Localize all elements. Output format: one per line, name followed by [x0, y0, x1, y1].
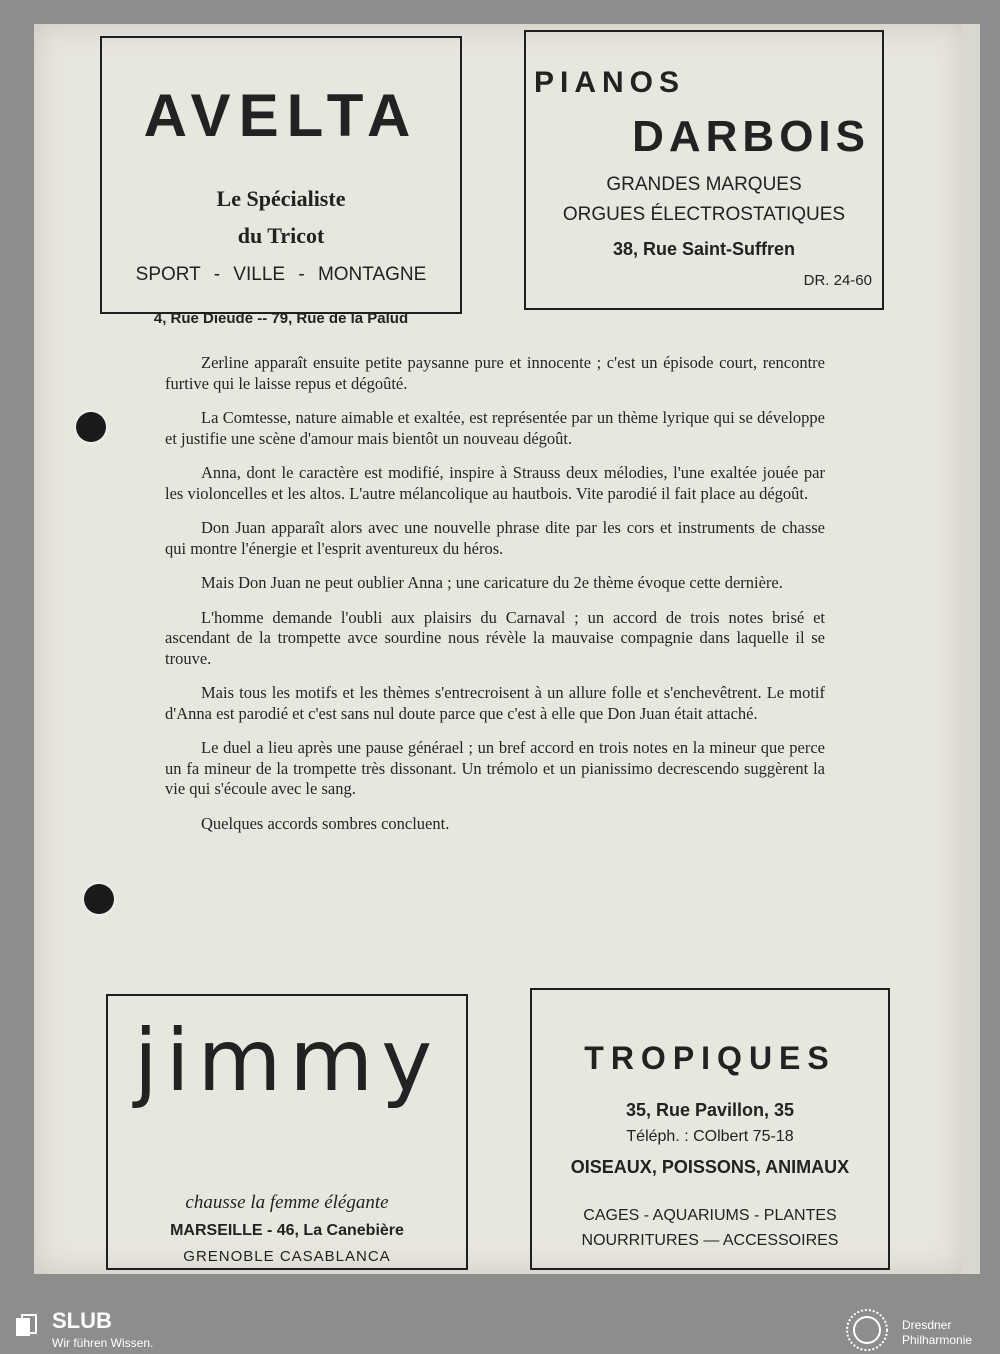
- slub-name[interactable]: SLUB: [52, 1308, 112, 1333]
- slub-logo-icon[interactable]: [14, 1314, 38, 1338]
- tropiques-address: 35, Rue Pavillon, 35: [625, 1100, 795, 1120]
- page-edge: [962, 24, 980, 1274]
- jimmy-cities: GRENOBLE CASABLANCA: [183, 1248, 391, 1265]
- article-paragraph: Mais tous les motifs et les thèmes s'entrecroisent à un allure folle et s'enchevêtrent. Le motif d'Anna est parodié et c'est sans nul doute parce que c'est à elle que Don Juan était attaché.: [165, 683, 825, 723]
- avelta-address: 4, Rue Dieudé -- 79, Rue de la Palud: [153, 310, 409, 327]
- article-paragraph: Don Juan apparaît alors avec une nouvelle phrase dite par les cors et instruments de chasse qui montre l'énergie et l'esprit aventureux du héros.: [165, 518, 825, 558]
- tropiques-products-1: CAGES - AQUARIUMS - PLANTES: [583, 1207, 837, 1224]
- article-paragraph: Anna, dont le caractère est modifié, inspire à Strauss deux mélodies, l'une exaltée jouée par les violoncelles et les altos. L'autre mélancolique au hautbois. Vite parodié il fait place au dégoût.: [165, 463, 825, 503]
- jimmy-address: MARSEILLE - 46, La Canebière: [170, 1222, 404, 1239]
- viewer-footer: [0, 1304, 1000, 1354]
- article-paragraph: Mais Don Juan ne peut oublier Anna ; une caricature du 2e thème évoque cette dernière.: [201, 573, 783, 592]
- darbois-address: 38, Rue Saint-Suffren: [612, 239, 796, 259]
- tropiques-category: OISEAUX, POISSONS, ANIMAUX: [570, 1157, 850, 1177]
- avelta-brand: AVELTA: [143, 82, 419, 149]
- avelta-categories: SPORT - VILLE - MONTAGNE: [135, 264, 427, 285]
- punch-hole: [84, 884, 114, 914]
- article-paragraph: Quelques accords sombres concluent.: [201, 813, 450, 833]
- philharmonie-logo-icon[interactable]: [843, 1307, 891, 1353]
- darbois-phone: DR. 24-60: [803, 272, 872, 289]
- article-paragraph: Le duel a lieu après une pause générael ; un bref accord en trois notes en la mineur que perce un fa mineur de la trompette très dissonant. Un trémolo et un pianissimo decrescendo suggèrent la vie qui s'écoule avec le sang.: [165, 738, 825, 798]
- darbois-title-2: DARBOIS: [632, 112, 870, 161]
- partner-name-line-2: Philharmonie: [902, 1333, 973, 1347]
- article-paragraph: La Comtesse, nature aimable et exaltée, est représentée par un thème lyrique qui se développe et justifie une scène d'amour mais bientôt un nouveau dégoût.: [165, 408, 825, 448]
- avelta-tagline-1: Le Spécialiste: [216, 186, 346, 211]
- tropiques-advertisement: [530, 988, 890, 1270]
- darbois-subtitle-1: GRANDES MARQUES: [606, 174, 802, 195]
- darbois-advertisement: [524, 30, 884, 310]
- article-paragraph: L'homme demande l'oubli aux plaisirs du Carnaval ; un accord de trois notes brisé et ascendant de la trompette avce sourdine nous révèle la mauvaise compagnie dans laquelle il se trouve.: [165, 607, 825, 668]
- partner-name-line-1: Dresdner: [902, 1318, 952, 1332]
- tropiques-phone: Téléph. : COlbert 75-18: [626, 1128, 794, 1145]
- darbois-subtitle-2: ORGUES ÉLECTROSTATIQUES: [562, 204, 846, 225]
- article-paragraph: Zerline apparaît ensuite petite paysanne pure et innocente ; c'est un épisode court, rencontre furtive qui le laisse repus et dégoûté.: [165, 353, 825, 393]
- article-body: [165, 353, 825, 848]
- punch-hole: [76, 412, 106, 442]
- jimmy-logo: jimmy: [133, 1011, 441, 1111]
- tropiques-products-2: NOURRITURES — ACCESSOIRES: [581, 1232, 839, 1249]
- avelta-advertisement: [100, 36, 462, 327]
- jimmy-slogan: chausse la femme élégante: [185, 1192, 389, 1213]
- darbois-title-1: PIANOS: [534, 66, 686, 99]
- jimmy-advertisement: [106, 994, 468, 1270]
- slub-slogan: Wir führen Wissen.: [52, 1336, 154, 1350]
- tropiques-brand: TROPIQUES: [584, 1040, 836, 1076]
- avelta-tagline-2: du Tricot: [237, 223, 325, 248]
